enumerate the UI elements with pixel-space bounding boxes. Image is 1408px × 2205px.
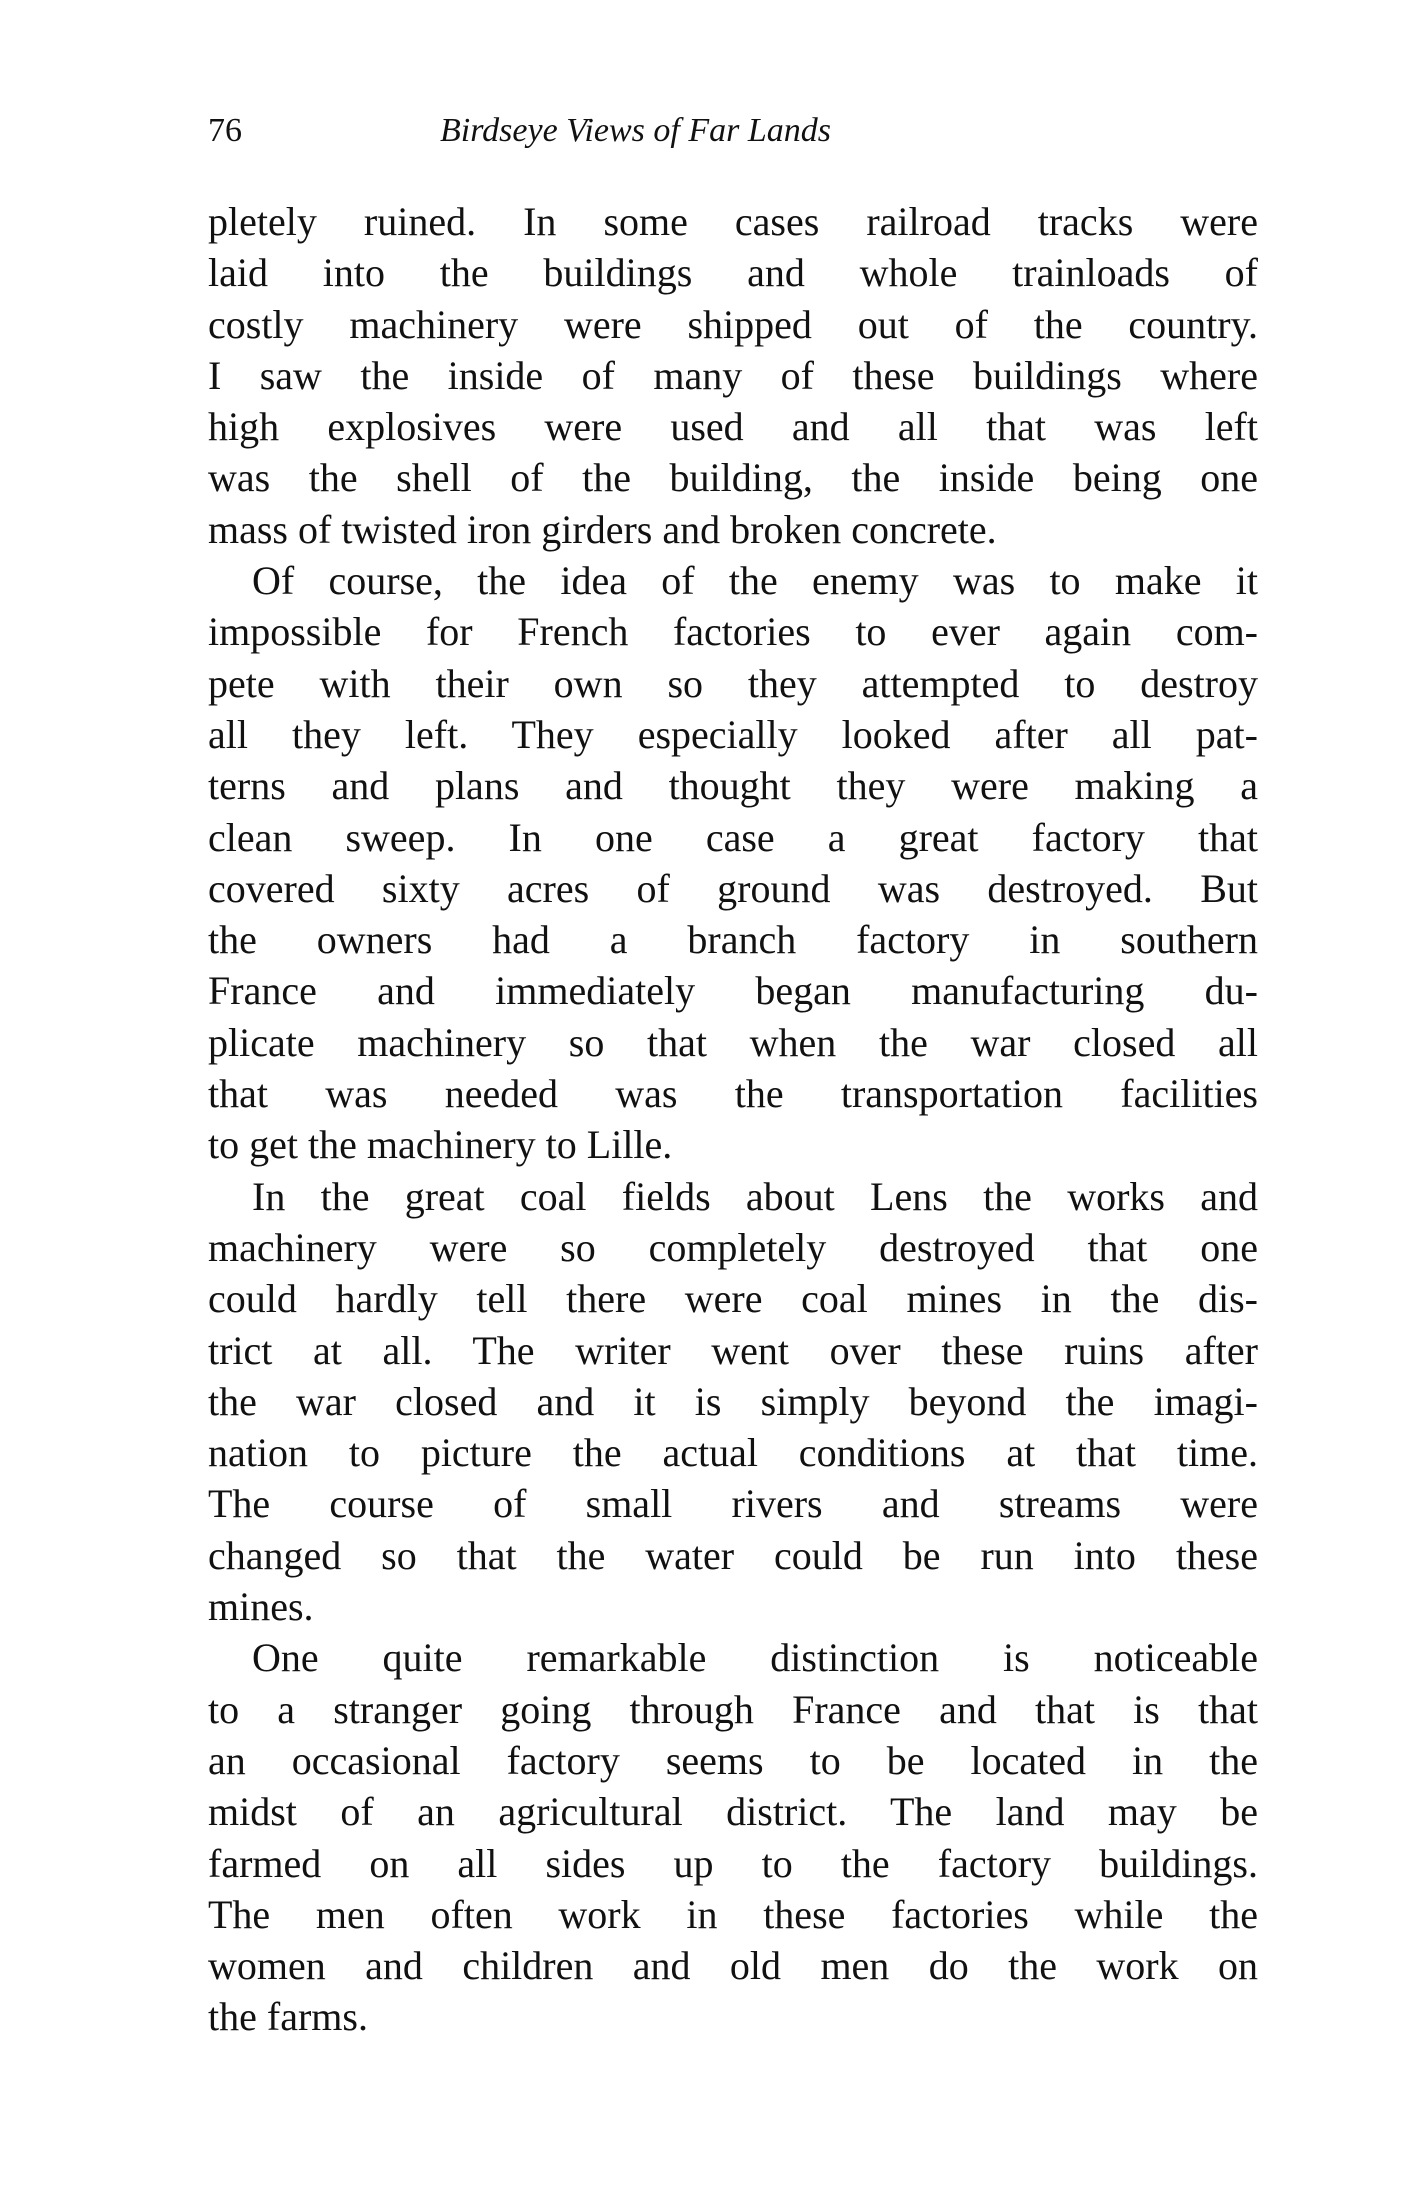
text-line: terns and plans and thought they were making a: [208, 763, 1258, 809]
text-line: plicate machinery so that when the war closed all: [208, 1019, 1258, 1065]
text-line: mines.: [208, 1584, 314, 1630]
text-line: nation to picture the actual conditions at that time.: [208, 1430, 1258, 1476]
text-line: to a stranger going through France and that is that: [208, 1686, 1258, 1732]
text-line: pete with their own so they attempted to destroy: [208, 660, 1258, 706]
text-line: clean sweep. In one case a great factory that: [208, 814, 1258, 860]
text-line: changed so that the water could be run into these: [208, 1532, 1258, 1578]
text-line: an occasional factory seems to be located in the: [208, 1737, 1258, 1783]
running-head: [208, 112, 1258, 162]
text-line: all they left. They especially looked after all pat-: [208, 711, 1258, 757]
text-line: was the shell of the building, the inside being one: [208, 455, 1258, 501]
text-line: The men often work in these factories while the: [208, 1891, 1258, 1937]
body-text: [208, 196, 1258, 2043]
text-line: trict at all. The writer went over these ruins after: [208, 1327, 1258, 1373]
text-line: I saw the inside of many of these buildings where: [208, 352, 1258, 398]
text-line: could hardly tell there were coal mines in the dis-: [208, 1276, 1258, 1322]
text-line: Of course, the idea of the enemy was to make it: [252, 558, 1258, 604]
text-line: midst of an agricultural district. The land may be: [208, 1789, 1258, 1835]
text-line: The course of small rivers and streams were: [208, 1481, 1258, 1527]
text-line: France and immediately began manufacturing du-: [208, 968, 1258, 1014]
text-line: One quite remarkable distinction is noticeable: [252, 1635, 1258, 1681]
text-line: the farms.: [208, 1994, 368, 2040]
text-line: the owners had a branch factory in southern: [208, 917, 1258, 963]
text-line: impossible for French factories to ever again com-: [208, 609, 1258, 655]
text-line: laid into the buildings and whole trainloads of: [208, 250, 1258, 296]
text-line: pletely ruined. In some cases railroad tracks were: [208, 199, 1258, 244]
text-line: farmed on all sides up to the factory buildings.: [208, 1840, 1258, 1886]
text-line: mass of twisted iron girders and broken concrete.: [208, 506, 997, 552]
text-line: In the great coal fields about Lens the works and: [252, 1173, 1258, 1219]
book-title: Birdseye Views of Far Lands: [440, 112, 831, 149]
text-line: the war closed and it is simply beyond the imagi-: [208, 1378, 1258, 1424]
text-line: covered sixty acres of ground was destroyed. But: [208, 865, 1258, 911]
text-line: women and children and old men do the work on: [208, 1943, 1258, 1989]
page-number: 76: [208, 112, 242, 149]
text-line: high explosives were used and all that was left: [208, 404, 1258, 450]
text-line: that was needed was the transportation facilities: [208, 1071, 1258, 1117]
text-line: to get the machinery to Lille.: [208, 1122, 673, 1168]
text-line: machinery were so completely destroyed that one: [208, 1224, 1258, 1270]
text-line: costly machinery were shipped out of the country.: [208, 301, 1258, 347]
